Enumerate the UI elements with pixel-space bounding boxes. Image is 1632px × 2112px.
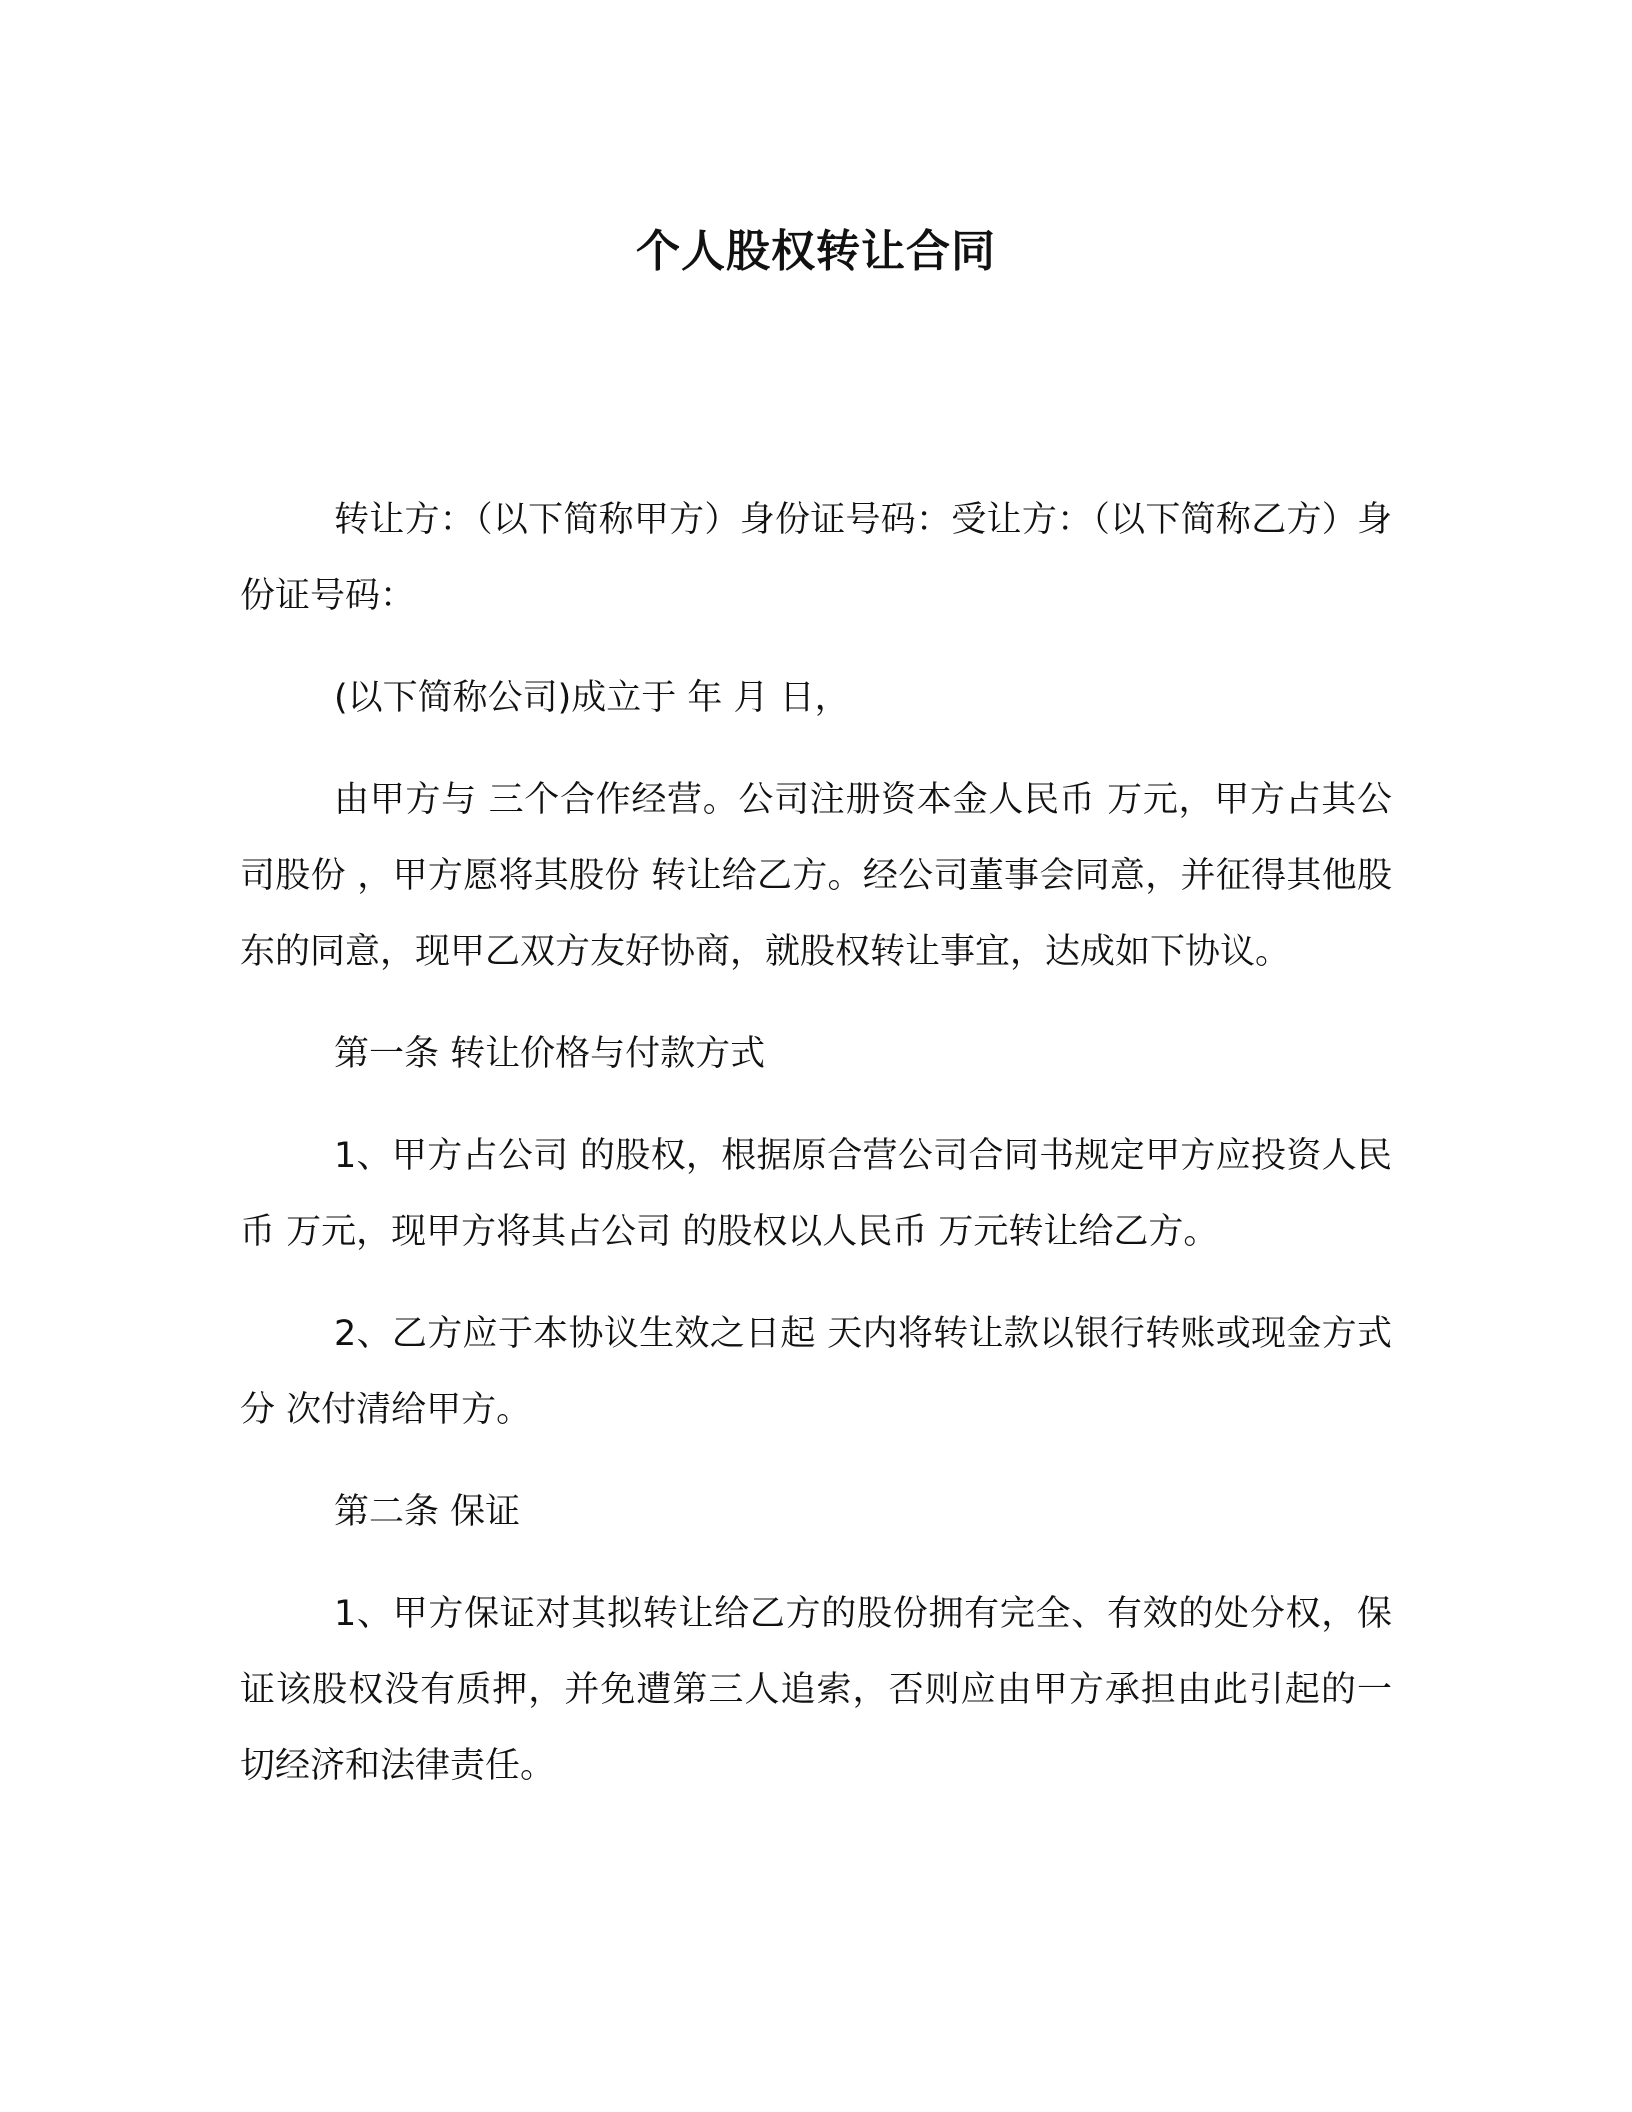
document-title: 个人股权转让合同 [636,226,996,277]
article-one-clause-1: 1、甲方占公司 的股权，根据原合营公司合同书规定甲方应投资人民币 万元，现甲方将其占公司 的股权以人民币 万元转让给乙方。 [240,1136,1392,1252]
article-two-clause-1: 1、甲方保证对其拟转让给乙方的股份拥有完全、有效的处分权，保证该股权没有质押，并免遭第三人追索，否则应由甲方承担由此引起的一切经济和法律责任。 [240,1594,1392,1786]
article-two-heading: 第二条 保证 [334,1492,521,1532]
document-body [240,482,1392,1830]
background-paragraph: 由甲方与 三个合作经营。公司注册资本金人民币 万元，甲方占其公司股份 ，甲方愿将其股份 转让给乙方。经公司董事会同意，并征得其他股东的同意，现甲乙双方友好协商，就股权转让事宜，达成如下协议。 [240,780,1392,972]
parties-paragraph: 转让方：（以下简称甲方）身份证号码：受让方：（以下简称乙方）身份证号码： [240,500,1392,616]
article-one-heading: 第一条 转让价格与付款方式 [334,1034,766,1074]
company-established-paragraph: (以下简称公司)成立于 年 月 日， [334,678,850,718]
article-one-clause-2: 2、乙方应于本协议生效之日起 天内将转让款以银行转账或现金方式分 次付清给甲方。 [240,1314,1392,1430]
